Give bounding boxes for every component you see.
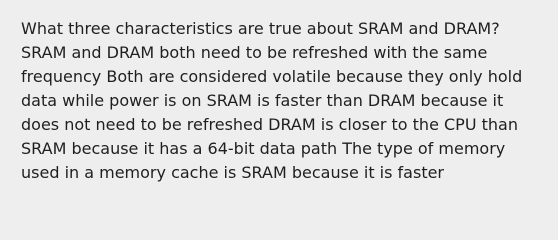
- question-text: What three characteristics are true about SRAM and DRAM? SRAM and DRAM both need to be refreshed with the same frequency Both are considered volatile because they only hold data while power is on SRAM is faster than DRAM because it does not need to be refreshed DRAM is closer to the CPU than SRAM because it has a 64-bit data path The type of memory used in a memory cache is SRAM because it is faster: [21, 19, 523, 182]
